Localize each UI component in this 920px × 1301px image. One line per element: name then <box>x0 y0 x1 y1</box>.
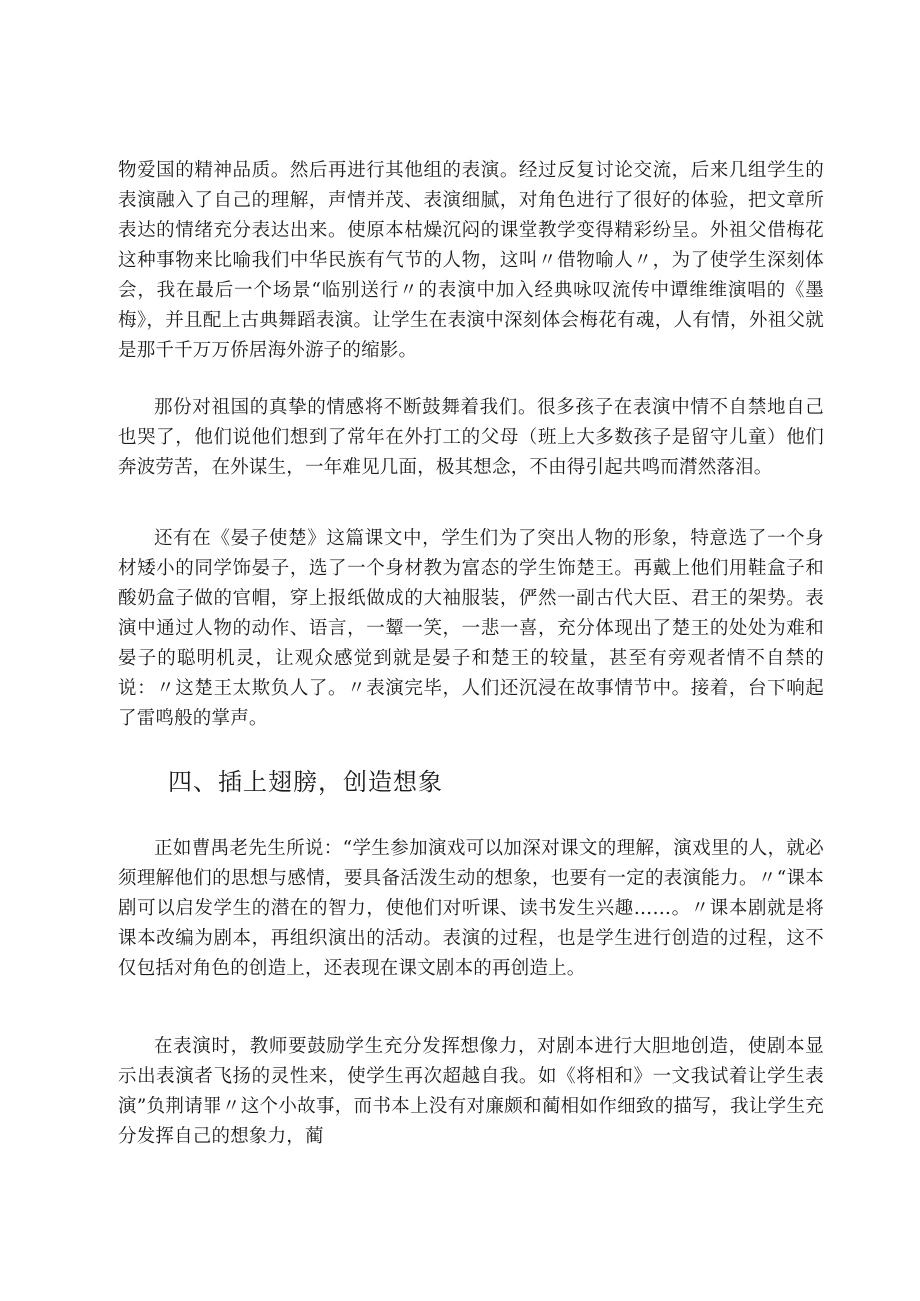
paragraph-continued: 物爱国的精神品质。然后再进行其他组的表演。经过反复讨论交流，后来几组学生的表演融入了自己的理解，声情并茂、表演细腻，对角色进行了很好的体验，把文章所表达的情绪充分表达出来。使原本枯燥沉闷的课堂教学变得精彩纷呈。外祖父借梅花这种事物来比喻我们中华民族有气节的人物，这叫〃借物喻人〃，为了使学生深刻体会，我在最后一个场景“临别送行〃的表演中加入经典咏叹流传中谭维维演唱的《墨梅》，并且配上古典舞蹈表演。让学生在表演中深刻体会梅花有魂，人有情，外祖父就是那千千万万侨居海外游子的缩影。 <box>118 160 824 361</box>
section-heading: 四、插上翅膀，创造想象 <box>168 768 443 796</box>
paragraph-caoyu-quote: 正如曹禺老先生所说：“学生参加演戏可以加深对课文的理解，演戏里的人，就必须理解他们的思想与感情，要具备活泼生动的想象，也要有一定的表演能力。〃“课本剧可以启发学生的潜在的智力，使他们对听课、读书发生兴趣……。〃课本剧就是将课本改编为剧本，再组织演出的活动。表演的过程，也是学生进行创造的过程，这不仅包括对角色的创造上，还表现在课文剧本的再创造上。 <box>118 838 824 979</box>
paragraph-imagination: 在表演时，教师要鼓励学生充分发挥想像力，对剧本进行大胆地创造，使剧本显示出表演者飞扬的灵性来，使学生再次超越自我。如《将相和》一文我试着让学生表演”负荆请罪〃这个小故事，而书本上没有对廉颇和蔺相如作细致的描写，我让学生充分发挥自己的想象力，蔺 <box>118 1036 824 1147</box>
paragraph-emotion: 那份对祖国的真挚的情感将不断鼓舞着我们。很多孩子在表演中情不自禁地自己也哭了，他们说他们想到了常年在外打工的父母（班上大多数孩子是留守儿童）他们奔波劳苦，在外谋生，一年难见几面，极其想念，不由得引起共鸣而潸然落泪。 <box>118 397 824 478</box>
paragraph-yanzi: 还有在《晏子使楚》这篇课文中，学生们为了突出人物的形象，特意选了一个身材矮小的同学饰晏子，选了一个身材教为富态的学生饰楚王。再戴上他们用鞋盒子和酸奶盒子做的官帽，穿上报纸做成的大袖服装，俨然一副古代大臣、君王的架势。表演中通过人物的动作、语言，一颦一笑，一悲一喜，充分体现出了楚王的处处为难和晏子的聪明机灵，让观众感觉到就是晏子和楚王的较量，甚至有旁观者情不自禁的说：〃这楚王太欺负人了。〃表演完毕，人们还沉浸在故事情节中。接着，台下响起了雷鸣般的掌声。 <box>118 528 824 729</box>
